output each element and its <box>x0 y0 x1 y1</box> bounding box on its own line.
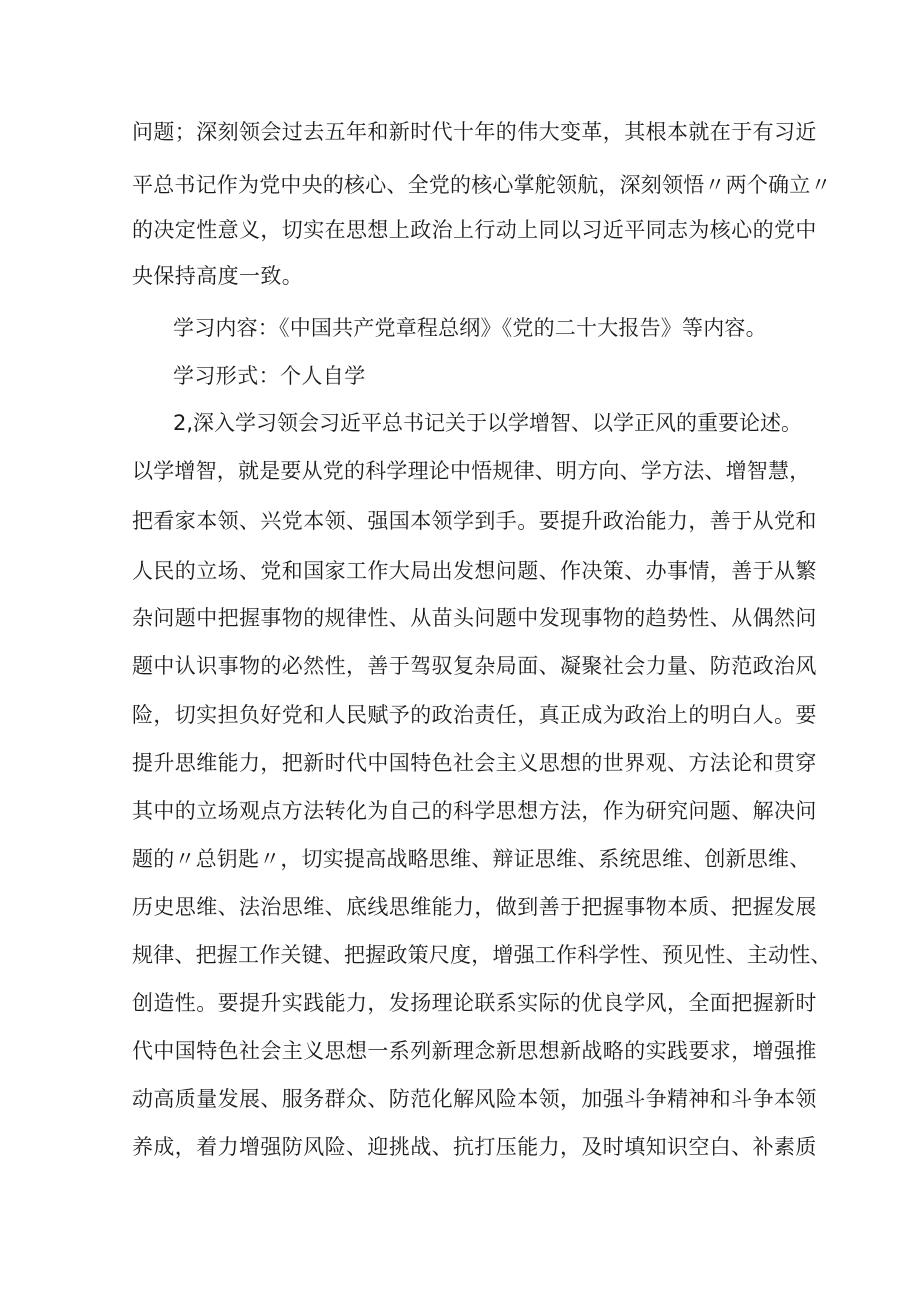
body-text-line: 题的〃总钥匙〃，切实提高战略思维、辩证思维、系统思维、创新思维、 <box>132 847 811 871</box>
body-text-line: 养成，着力增强防风险、迎挑战、抗打压能力，及时填知识空白、补素质 <box>132 1135 817 1159</box>
body-text-line: 题中认识事物的必然性，善于驾驭复杂局面、凝聚社会力量、防范政治风 <box>132 654 817 678</box>
body-text-line: 的决定性意义，切实在思想上政治上行动上同以习近平同志为核心的党中 <box>132 218 817 242</box>
body-text-line: 其中的立场观点方法转化为自己的科学思想方法，作为研究问题、解决问 <box>132 799 817 823</box>
section-heading-line: 2,深入学习领会习近平总书记关于以学增智、以学正风的重要论述。 <box>173 411 803 435</box>
body-text-line: 以学增智，就是要从党的科学理论中悟规律、明方向、学方法、增智慧， <box>132 459 811 483</box>
study-content-line: 学习内容：《中国共产党章程总纲》《党的二十大报告》等内容。 <box>173 316 767 340</box>
body-text-line: 险，切实担负好党和人民赋予的政治责任，真正成为政治上的明白人。要 <box>132 703 817 727</box>
study-form-line: 学习形式：个人自学 <box>173 364 366 388</box>
body-text-line: 人民的立场、党和国家工作大局出发想问题、作决策、办事情，善于从繁 <box>132 559 817 583</box>
body-text-line: 代中国特色社会主义思想一系列新理念新思想新战略的实践要求，增强推 <box>132 1039 817 1063</box>
body-text-line: 杂问题中把握事物的规律性、从苗头问题中发现事物的趋势性、从偶然问 <box>132 606 817 630</box>
body-text-line: 平总书记作为党中央的核心、全党的核心掌舵领航，深刻领悟〃两个确立〃 <box>132 173 832 197</box>
body-text-line: 动高质量发展、服务群众、防范化解风险本领，加强斗争精神和斗争本领 <box>132 1087 817 1111</box>
body-text-line: 把看家本领、兴党本领、强国本领学到手。要提升政治能力，善于从党和 <box>132 509 817 533</box>
body-text-line: 央保持高度一致。 <box>132 264 304 288</box>
body-text-line: 问题；深刻领会过去五年和新时代十年的伟大变革，其根本就在于有习近 <box>132 120 817 144</box>
body-text-line: 历史思维、法治思维、底线思维能力，做到善于把握事物本质、把握发展 <box>132 895 817 919</box>
body-text-line: 规律、把握工作关键、把握政策尺度，增强工作科学性、预见性、主动性、 <box>132 943 832 967</box>
body-text-line: 创造性。要提升实践能力，发扬理论联系实际的优良学风，全面把握新时 <box>132 991 817 1015</box>
body-text-line: 提升思维能力，把新时代中国特色社会主义思想的世界观、方法论和贯穿 <box>132 751 817 775</box>
